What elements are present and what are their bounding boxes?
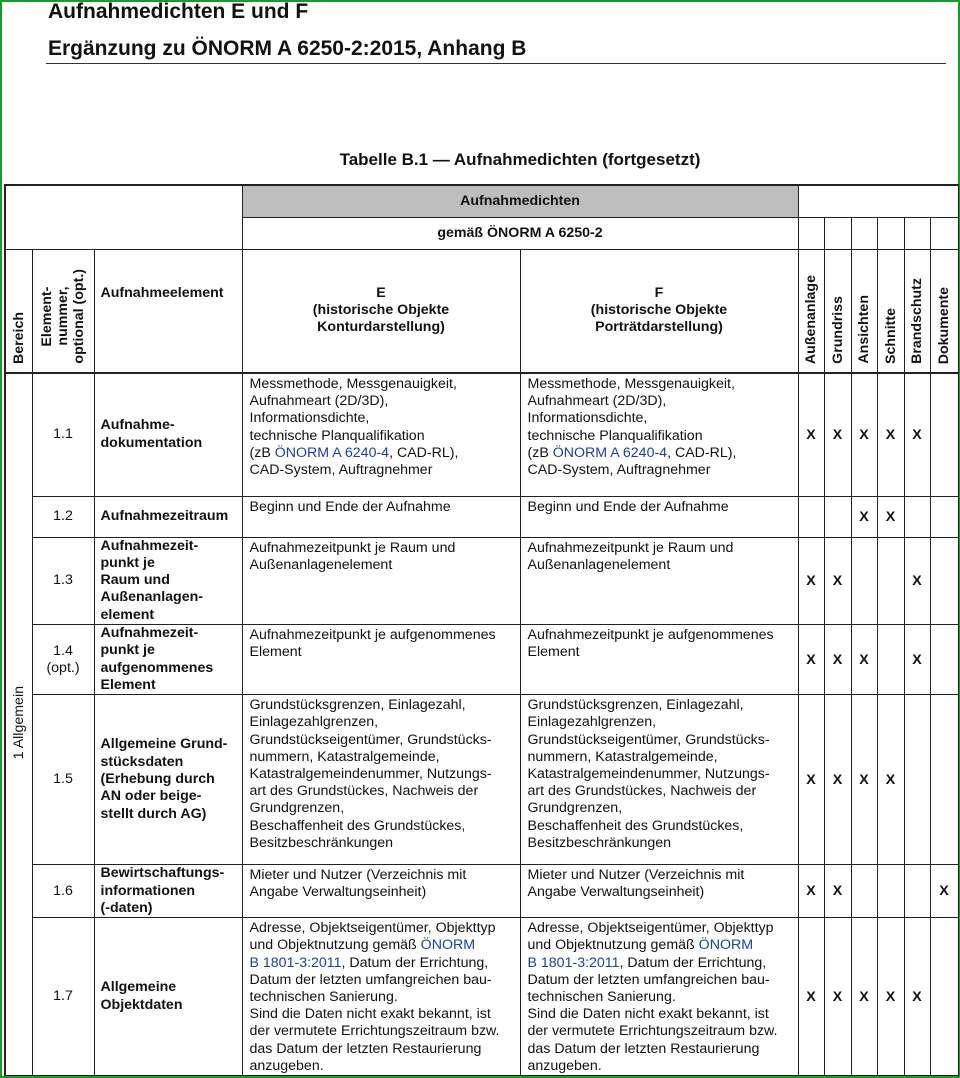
col-header-aufnahmeelement: Aufnahmeelement	[94, 249, 242, 373]
check-cell-brandschutz: X	[904, 918, 930, 1076]
check-cell-grundriss: X	[824, 624, 851, 694]
check-cell-grundriss: X	[824, 695, 851, 865]
element-number: 1.2	[32, 496, 94, 537]
col-header-ansichten: Ansichten	[851, 249, 877, 373]
col-header-bereich: Bereich	[5, 249, 32, 373]
density-f-cell: Beginn und Ende der Aufnahme	[520, 496, 798, 537]
check-cell-dokumente	[930, 918, 958, 1076]
check-cell-dokumente	[930, 695, 958, 865]
check-cell-brandschutz	[904, 865, 930, 918]
table-row	[5, 865, 958, 918]
element-name: Aufnahme- dokumentation	[94, 373, 242, 496]
table-row	[5, 537, 958, 624]
check-cell-schnitte	[877, 624, 904, 694]
check-cell-brandschutz: X	[904, 624, 930, 694]
group-header-blank	[798, 185, 958, 217]
group-header: Aufnahmedichten	[242, 185, 798, 217]
check-cell-außenanlage: X	[798, 695, 824, 865]
check-cell-brandschutz: X	[904, 537, 930, 624]
check-cell-ansichten	[851, 865, 877, 918]
check-cell-schnitte	[877, 865, 904, 918]
aufnahmedichten-table	[4, 184, 959, 1076]
check-cell-dokumente	[930, 496, 958, 537]
element-name: Bewirtschaftungs- informationen (-daten)	[94, 865, 242, 918]
header-rule	[46, 63, 946, 64]
check-cell-außenanlage: X	[798, 918, 824, 1076]
col-header-elementnummer: Element- nummer, optional (opt.)	[32, 249, 94, 373]
check-cell-grundriss: X	[824, 373, 851, 496]
page-title: Aufnahmedichten E und F	[48, 0, 309, 23]
bereich-cell: 1 Allgemein	[5, 373, 32, 1076]
check-cell-außenanlage: X	[798, 373, 824, 496]
density-e-cell: Aufnahmezeitpunkt je aufgenommenes Element	[242, 624, 520, 694]
element-number: 1.1	[32, 373, 94, 496]
check-cell-schnitte: X	[877, 695, 904, 865]
check-cell-brandschutz	[904, 496, 930, 537]
check-cell-schnitte: X	[877, 918, 904, 1076]
check-cell-dokumente	[930, 624, 958, 694]
check-cell-ansichten: X	[851, 918, 877, 1076]
density-f-cell: Aufnahmezeitpunkt je Raum und Außenanlagenelement	[520, 537, 798, 624]
check-cell-ansichten: X	[851, 695, 877, 865]
element-name: Aufnahmezeitraum	[94, 496, 242, 537]
element-number: 1.7	[32, 918, 94, 1076]
norm-link[interactable]: ÖNORM	[698, 937, 754, 954]
density-e-cell: Aufnahmezeitpunkt je Raum und Außenanlagenelement	[242, 537, 520, 624]
table-row	[5, 918, 958, 1076]
density-e-cell: Grundstücksgrenzen, Einlagezahl, Einlagezahlgrenzen, Grundstückseigentümer, Grundstücks- nummern, Katastralgemeinde, Katastralgemeindenummer, Nutzungs- art des Grundstückes, Nachweis der Grundgrenzen, Beschaffenheit des Grundstückes, Besitzbeschränkungen	[242, 695, 520, 865]
check-cell-grundriss: X	[824, 918, 851, 1076]
page-subtitle: Ergänzung zu ÖNORM A 6250-2:2015, Anhang B	[48, 37, 527, 60]
check-cell-außenanlage: X	[798, 624, 824, 694]
element-number: 1.5	[32, 695, 94, 865]
element-number: 1.6	[32, 865, 94, 918]
col-header-grundriss: Grundriss	[824, 249, 851, 373]
table-row	[5, 373, 958, 496]
element-name: Aufnahmezeit- punkt je aufgenommenes Element	[94, 624, 242, 694]
norm-link[interactable]: B 1801-3:2011	[527, 954, 620, 971]
density-e-cell: Mieter und Nutzer (Verzeichnis mit Angabe Verwaltungseinheit)	[242, 865, 520, 918]
norm-link[interactable]: ÖNORM A 6240-4	[274, 444, 390, 461]
check-cell-außenanlage	[798, 496, 824, 537]
norm-link[interactable]: ÖNORM A 6240-4	[552, 444, 668, 461]
table-caption: Tabelle B.1 — Aufnahmedichten (fortgesetzt)	[339, 150, 701, 169]
col-header-e: E (historische Objekte Konturdarstellung)	[242, 249, 520, 373]
norm-link[interactable]: ÖNORM	[420, 937, 476, 954]
check-cell-dokumente: X	[930, 865, 958, 918]
header-corner	[5, 185, 242, 249]
check-cell-ansichten: X	[851, 624, 877, 694]
density-f-cell: Adresse, Objektseigentümer, Objekttyp und Objektnutzung gemäß ÖNORM B 1801-3:2011, Datum der Errichtung, Datum der letzten umfangreichen bau- technischen Sanierung. Sind die Daten nicht exakt bekannt, ist der vermutete Errichtungszeitraum bzw. das Datum der letzten Restaurierung anzugeben.	[520, 918, 798, 1076]
element-number: 1.3	[32, 537, 94, 624]
check-cell-ansichten: X	[851, 373, 877, 496]
check-cell-ansichten	[851, 537, 877, 624]
element-number: 1.4 (opt.)	[32, 624, 94, 694]
check-cell-dokumente	[930, 373, 958, 496]
density-f-cell: Grundstücksgrenzen, Einlagezahl, Einlagezahlgrenzen, Grundstückseigentümer, Grundstücks- nummern, Katastralgemeinde, Katastralgemeindenummer, Nutzungs- art des Grundstückes, Nachweis der Grundgrenzen, Beschaffenheit des Grundstückes, Besitzbeschränkungen	[520, 695, 798, 865]
density-e-cell: Adresse, Objektseigentümer, Objekttyp und Objektnutzung gemäß ÖNORM B 1801-3:2011, Datum der Errichtung, Datum der letzten umfangreichen bau- technischen Sanierung. Sind die Daten nicht exakt bekannt, ist der vermutete Errichtungszeitraum bzw. das Datum der letzten Restaurierung anzugeben.	[242, 918, 520, 1076]
col-header-f: F (historische Objekte Porträtdarstellung)	[520, 249, 798, 373]
check-cell-ansichten: X	[851, 496, 877, 537]
col-header-schnitte: Schnitte	[877, 249, 904, 373]
col-header-aussenanlage: Außenanlage	[798, 249, 824, 373]
check-cell-dokumente	[930, 537, 958, 624]
element-name: Aufnahmezeit- punkt je Raum und Außenanlagen- element	[94, 537, 242, 624]
element-name: Allgemeine Grund- stücksdaten (Erhebung durch AN oder beige- stellt durch AG)	[94, 695, 242, 865]
col-header-brandschutz: Brandschutz	[904, 249, 930, 373]
density-f-cell: Mieter und Nutzer (Verzeichnis mit Angabe Verwaltungseinheit)	[520, 865, 798, 918]
check-cell-brandschutz	[904, 695, 930, 865]
norm-link[interactable]: B 1801-3:2011	[249, 954, 342, 971]
density-e-cell: Beginn und Ende der Aufnahme	[242, 496, 520, 537]
density-f-cell: Aufnahmezeitpunkt je aufgenommenes Element	[520, 624, 798, 694]
check-cell-grundriss: X	[824, 537, 851, 624]
check-cell-schnitte: X	[877, 373, 904, 496]
table-row	[5, 496, 958, 537]
density-e-cell: Messmethode, Messgenauigkeit, Aufnahmeart (2D/3D), Informationsdichte, technische Planqualifikation (zB ÖNORM A 6240-4, CAD-RL), CAD-System, Auftragnehmer	[242, 373, 520, 496]
check-cell-schnitte: X	[877, 496, 904, 537]
element-name: Allgemeine Objektdaten	[94, 918, 242, 1076]
check-cell-brandschutz: X	[904, 373, 930, 496]
check-cell-grundriss: X	[824, 865, 851, 918]
check-cell-außenanlage: X	[798, 865, 824, 918]
table-row	[5, 624, 958, 694]
check-cell-schnitte	[877, 537, 904, 624]
subgroup-header: gemäß ÖNORM A 6250-2	[242, 217, 798, 249]
check-cell-außenanlage: X	[798, 537, 824, 624]
density-f-cell: Messmethode, Messgenauigkeit, Aufnahmeart (2D/3D), Informationsdichte, technische Planqualifikation (zB ÖNORM A 6240-4, CAD-RL), CAD-System, Auftragnehmer	[520, 373, 798, 496]
check-cell-grundriss	[824, 496, 851, 537]
col-header-dokumente: Dokumente	[930, 249, 958, 373]
table-row	[5, 695, 958, 865]
